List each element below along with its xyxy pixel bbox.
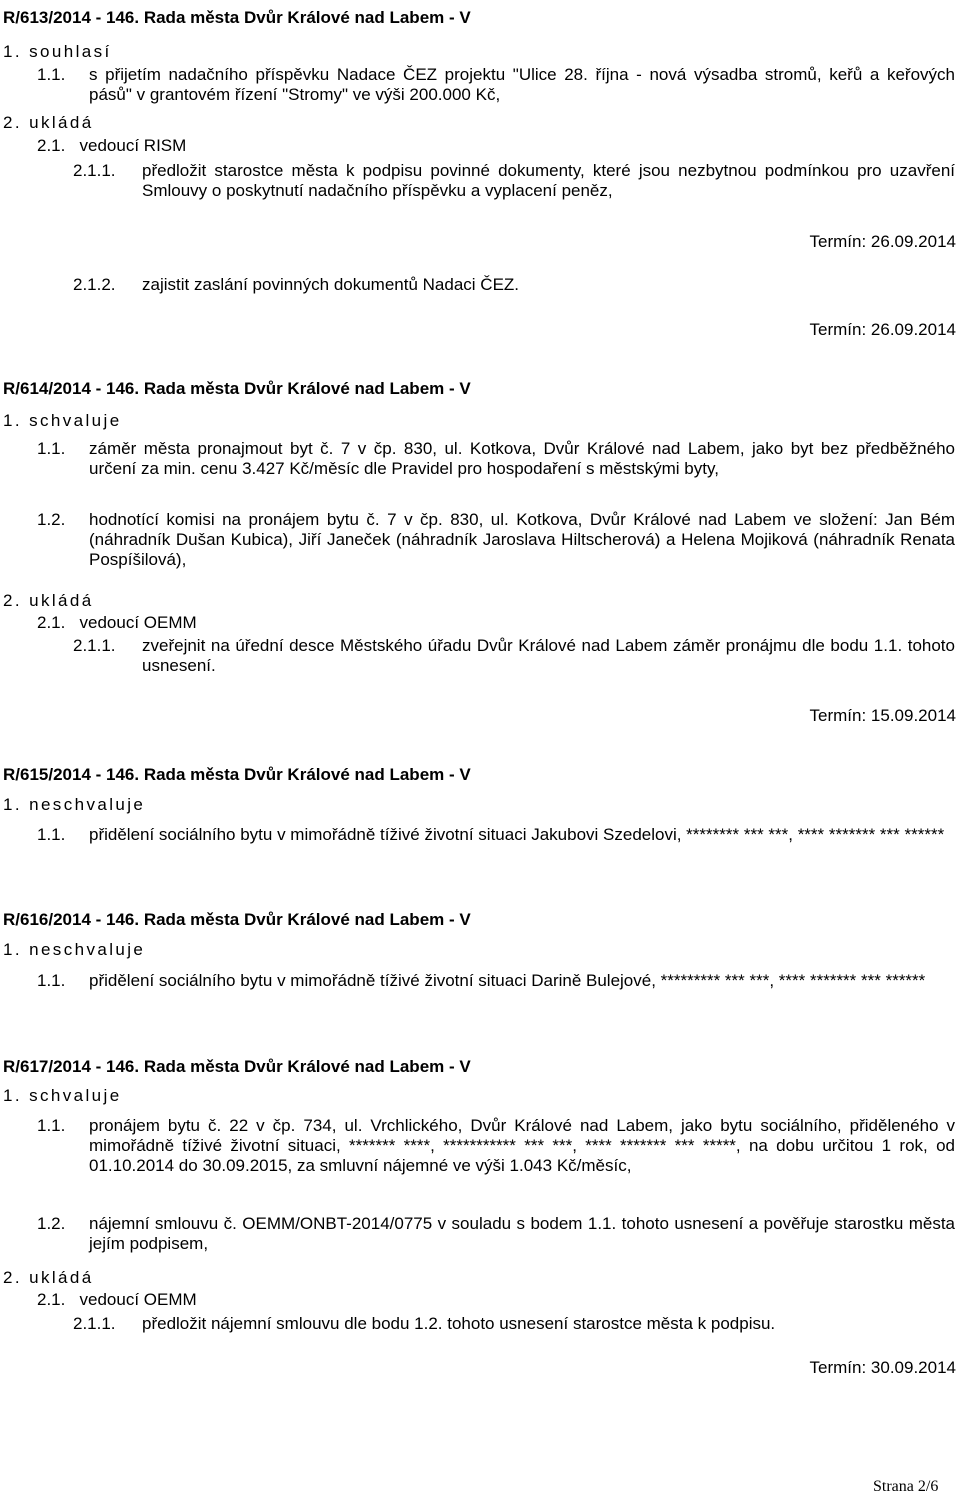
item-number: 1.2. bbox=[37, 1214, 66, 1233]
resolution-heading-616: R/616/2014 - 146. Rada města Dvůr Králové nad Labem - V bbox=[3, 910, 471, 929]
item-number: 2.1.1. bbox=[73, 1314, 116, 1333]
item-text: přidělení sociálního bytu v mimořádně tíživé životní situaci Darině Bulejové, ********* *** ***, **** ******* *** ****** bbox=[89, 971, 926, 990]
responsible-person: 2.1. vedoucí OEMM bbox=[37, 613, 197, 632]
item-number: 2.1.1. bbox=[73, 636, 116, 655]
item-text: nájemní smlouvu č. OEMM/ONBT-2014/0775 v souladu s bodem 1.1. tohoto usnesení a pověřuje starostku města jejím podpisem, bbox=[89, 1214, 955, 1253]
resolution-heading-617: R/617/2014 - 146. Rada města Dvůr Králové nad Labem - V bbox=[3, 1057, 471, 1076]
resolution-heading-613: R/613/2014 - 146. Rada města Dvůr Králové nad Labem - V bbox=[3, 8, 471, 27]
verb-uklada: 2. ukládá bbox=[3, 591, 94, 610]
page-number: Strana 2/6 bbox=[873, 1478, 939, 1495]
item-number: 1.1. bbox=[37, 971, 66, 990]
item-number: 1.1. bbox=[37, 65, 66, 84]
item-text: přidělení sociálního bytu v mimořádně tíživé životní situaci Jakubovi Szedelovi, ******** *** ***, **** ******* *** ****** bbox=[89, 825, 945, 844]
responsible-person: 2.1. vedoucí OEMM bbox=[37, 1290, 197, 1309]
item-number: 1.2. bbox=[37, 510, 66, 529]
deadline: Termín: 26.09.2014 bbox=[809, 320, 956, 339]
item-text: zveřejnit na úřední desce Městského úřadu Dvůr Králové nad Labem záměr pronájmu dle bodu 1.1. tohoto usnesení. bbox=[142, 636, 955, 675]
resolution-heading-614: R/614/2014 - 146. Rada města Dvůr Králové nad Labem - V bbox=[3, 379, 471, 398]
item-text: hodnotící komisi na pronájem bytu č. 7 v čp. 830, ul. Kotkova, Dvůr Králové nad Labem ve složení: Jan Bém (náhradník Dušan Kubica), Jiří Janeček (náhradník Jaroslava Hiltscherová) a Helena Mojiková (náhradník Renata Pospíšilová), bbox=[89, 510, 955, 569]
deadline: Termín: 30.09.2014 bbox=[809, 1358, 956, 1377]
verb-uklada: 2. ukládá bbox=[3, 113, 94, 132]
deadline: Termín: 15.09.2014 bbox=[809, 706, 956, 725]
verb-schvaluje: 1. schvaluje bbox=[3, 1086, 122, 1105]
verb-neschvaluje: 1. neschvaluje bbox=[3, 795, 146, 814]
item-text: předložit nájemní smlouvu dle bodu 1.2. tohoto usnesení starostce města k podpisu. bbox=[142, 1314, 776, 1333]
verb-souhlasi: 1. souhlasí bbox=[3, 42, 112, 61]
verb-uklada: 2. ukládá bbox=[3, 1268, 94, 1287]
item-number: 1.1. bbox=[37, 825, 66, 844]
item-number: 1.1. bbox=[37, 439, 66, 458]
verb-neschvaluje: 1. neschvaluje bbox=[3, 940, 146, 959]
item-text: předložit starostce města k podpisu povinné dokumenty, které jsou nezbytnou podmínkou pro uzavření Smlouvy o poskytnutí nadačního příspěvku a vyplacení peněz, bbox=[142, 161, 955, 200]
item-text: zajistit zaslání povinných dokumentů Nadaci ČEZ. bbox=[142, 275, 520, 294]
resolution-heading-615: R/615/2014 - 146. Rada města Dvůr Králové nad Labem - V bbox=[3, 765, 471, 784]
item-number: 2.1.2. bbox=[73, 275, 116, 294]
item-text: s přijetím nadačního příspěvku Nadace ČEZ projektu "Ulice 28. října - nová výsadba stromů, keřů a keřových pásů" v grantovém řízení "Stromy" ve výši 200.000 Kč, bbox=[89, 65, 955, 104]
item-number: 2.1.1. bbox=[73, 161, 116, 180]
deadline: Termín: 26.09.2014 bbox=[809, 232, 956, 251]
item-text: záměr města pronajmout byt č. 7 v čp. 830, ul. Kotkova, Dvůr Králové nad Labem, jako byt bez předběžného určení za min. cenu 3.427 Kč/měsíc dle Pravidel pro hospodaření s městskými byty, bbox=[89, 439, 955, 478]
responsible-person: 2.1. vedoucí RISM bbox=[37, 136, 187, 155]
verb-schvaluje: 1. schvaluje bbox=[3, 411, 122, 430]
item-text: pronájem bytu č. 22 v čp. 734, ul. Vrchlického, Dvůr Králové nad Labem, jako bytu sociálního, přiděleného v mimořádně tíživé životní situaci, ******* ****, *********** *** ***, **** ******* *** *****, na dobu určitou 1 rok, od 01.10.2014 do 30.09.2015, za smluvní nájemné ve výši 1.043 Kč/měsíc, bbox=[89, 1116, 955, 1175]
item-number: 1.1. bbox=[37, 1116, 66, 1135]
